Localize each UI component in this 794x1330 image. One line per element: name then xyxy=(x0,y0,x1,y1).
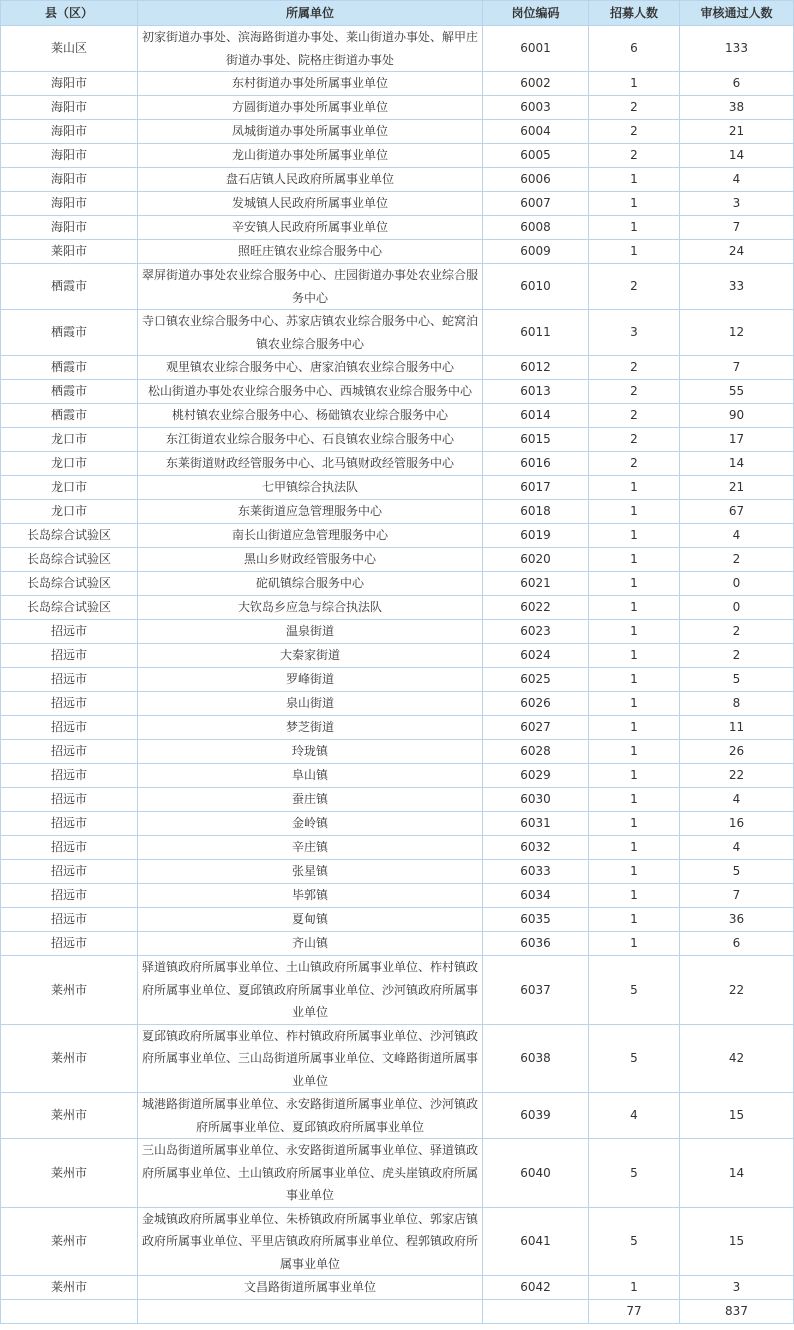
cell-approved-count: 4 xyxy=(680,788,794,812)
cell-post-code: 6009 xyxy=(483,240,589,264)
table-row xyxy=(1,1093,794,1139)
cell-post-code: 6027 xyxy=(483,716,589,740)
cell-unit: 东江街道农业综合服务中心、石良镇农业综合服务中心 xyxy=(138,428,483,452)
table-row xyxy=(1,1024,794,1093)
cell-approved-count: 133 xyxy=(680,26,794,72)
header-unit: 所属单位 xyxy=(138,1,483,26)
totals-row xyxy=(1,1300,794,1324)
cell-recruit-count: 1 xyxy=(589,168,680,192)
cell-county: 龙口市 xyxy=(1,476,138,500)
cell-county: 海阳市 xyxy=(1,192,138,216)
cell-approved-count: 14 xyxy=(680,144,794,168)
cell-post-code: 6011 xyxy=(483,310,589,356)
cell-recruit-count: 5 xyxy=(589,1139,680,1208)
table-row xyxy=(1,310,794,356)
cell-county: 招远市 xyxy=(1,836,138,860)
header-county: 县（区） xyxy=(1,1,138,26)
cell-recruit-count: 1 xyxy=(589,884,680,908)
cell-recruit-count: 2 xyxy=(589,120,680,144)
cell-county: 莱山区 xyxy=(1,26,138,72)
cell-unit: 发城镇人民政府所属事业单位 xyxy=(138,192,483,216)
totals-county xyxy=(1,1300,138,1324)
cell-post-code: 6022 xyxy=(483,596,589,620)
cell-county: 招远市 xyxy=(1,620,138,644)
cell-post-code: 6016 xyxy=(483,452,589,476)
cell-approved-count: 6 xyxy=(680,932,794,956)
cell-post-code: 6013 xyxy=(483,380,589,404)
cell-county: 莱州市 xyxy=(1,956,138,1025)
cell-post-code: 6018 xyxy=(483,500,589,524)
cell-recruit-count: 1 xyxy=(589,216,680,240)
cell-county: 长岛综合试验区 xyxy=(1,572,138,596)
cell-recruit-count: 2 xyxy=(589,380,680,404)
cell-unit: 张星镇 xyxy=(138,860,483,884)
cell-unit: 三山岛街道所属事业单位、永安路街道所属事业单位、驿道镇政府所属事业单位、土山镇政府所属事业单位、虎头崖镇政府所属事业单位 xyxy=(138,1139,483,1208)
cell-approved-count: 16 xyxy=(680,812,794,836)
cell-county: 长岛综合试验区 xyxy=(1,524,138,548)
cell-post-code: 6017 xyxy=(483,476,589,500)
cell-unit: 东村街道办事处所属事业单位 xyxy=(138,72,483,96)
cell-county: 莱州市 xyxy=(1,1024,138,1093)
cell-county: 栖霞市 xyxy=(1,356,138,380)
cell-post-code: 6035 xyxy=(483,908,589,932)
cell-approved-count: 0 xyxy=(680,596,794,620)
cell-recruit-count: 1 xyxy=(589,692,680,716)
cell-unit: 阜山镇 xyxy=(138,764,483,788)
cell-unit: 辛安镇人民政府所属事业单位 xyxy=(138,216,483,240)
table-row xyxy=(1,764,794,788)
cell-post-code: 6002 xyxy=(483,72,589,96)
cell-recruit-count: 2 xyxy=(589,144,680,168)
table-row xyxy=(1,192,794,216)
cell-unit: 罗峰街道 xyxy=(138,668,483,692)
cell-county: 栖霞市 xyxy=(1,380,138,404)
table-row xyxy=(1,500,794,524)
cell-post-code: 6032 xyxy=(483,836,589,860)
table-row xyxy=(1,216,794,240)
cell-post-code: 6030 xyxy=(483,788,589,812)
cell-county: 招远市 xyxy=(1,692,138,716)
cell-post-code: 6040 xyxy=(483,1139,589,1208)
table-row xyxy=(1,860,794,884)
cell-approved-count: 21 xyxy=(680,120,794,144)
table-row xyxy=(1,1207,794,1276)
cell-approved-count: 5 xyxy=(680,668,794,692)
cell-recruit-count: 1 xyxy=(589,644,680,668)
cell-unit: 东莱街道财政经管服务中心、北马镇财政经管服务中心 xyxy=(138,452,483,476)
cell-county: 海阳市 xyxy=(1,72,138,96)
cell-approved-count: 11 xyxy=(680,716,794,740)
cell-county: 招远市 xyxy=(1,812,138,836)
cell-county: 招远市 xyxy=(1,788,138,812)
cell-post-code: 6008 xyxy=(483,216,589,240)
cell-recruit-count: 1 xyxy=(589,860,680,884)
cell-county: 龙口市 xyxy=(1,500,138,524)
cell-recruit-count: 2 xyxy=(589,96,680,120)
header-recruit-count: 招募人数 xyxy=(589,1,680,26)
cell-recruit-count: 1 xyxy=(589,500,680,524)
cell-unit: 毕郭镇 xyxy=(138,884,483,908)
cell-approved-count: 7 xyxy=(680,356,794,380)
cell-post-code: 6028 xyxy=(483,740,589,764)
cell-post-code: 6007 xyxy=(483,192,589,216)
table-row xyxy=(1,812,794,836)
cell-county: 栖霞市 xyxy=(1,404,138,428)
cell-county: 海阳市 xyxy=(1,96,138,120)
cell-recruit-count: 2 xyxy=(589,356,680,380)
cell-approved-count: 15 xyxy=(680,1093,794,1139)
cell-recruit-count: 2 xyxy=(589,452,680,476)
cell-unit: 东莱街道应急管理服务中心 xyxy=(138,500,483,524)
cell-county: 招远市 xyxy=(1,860,138,884)
cell-approved-count: 67 xyxy=(680,500,794,524)
cell-approved-count: 14 xyxy=(680,1139,794,1208)
cell-unit: 金岭镇 xyxy=(138,812,483,836)
table-row xyxy=(1,380,794,404)
cell-recruit-count: 6 xyxy=(589,26,680,72)
cell-county: 栖霞市 xyxy=(1,310,138,356)
cell-post-code: 6024 xyxy=(483,644,589,668)
cell-recruit-count: 4 xyxy=(589,1093,680,1139)
cell-unit: 寺口镇农业综合服务中心、苏家店镇农业综合服务中心、蛇窝泊镇农业综合服务中心 xyxy=(138,310,483,356)
table-row xyxy=(1,524,794,548)
table-row xyxy=(1,404,794,428)
cell-recruit-count: 1 xyxy=(589,192,680,216)
cell-post-code: 6023 xyxy=(483,620,589,644)
cell-county: 莱州市 xyxy=(1,1276,138,1300)
cell-unit: 松山街道办事处农业综合服务中心、西城镇农业综合服务中心 xyxy=(138,380,483,404)
cell-approved-count: 36 xyxy=(680,908,794,932)
cell-approved-count: 4 xyxy=(680,524,794,548)
table-row xyxy=(1,356,794,380)
cell-recruit-count: 1 xyxy=(589,240,680,264)
cell-approved-count: 7 xyxy=(680,216,794,240)
cell-approved-count: 3 xyxy=(680,192,794,216)
table-row xyxy=(1,26,794,72)
table-body xyxy=(1,26,794,1300)
table-row xyxy=(1,264,794,310)
cell-approved-count: 2 xyxy=(680,548,794,572)
cell-unit: 金城镇政府所属事业单位、朱桥镇政府所属事业单位、郭家店镇政府所属事业单位、平里店镇政府所属事业单位、程郭镇政府所属事业单位 xyxy=(138,1207,483,1276)
cell-post-code: 6003 xyxy=(483,96,589,120)
cell-approved-count: 15 xyxy=(680,1207,794,1276)
cell-approved-count: 12 xyxy=(680,310,794,356)
cell-unit: 龙山街道办事处所属事业单位 xyxy=(138,144,483,168)
totals-unit xyxy=(138,1300,483,1324)
cell-recruit-count: 1 xyxy=(589,1276,680,1300)
cell-county: 招远市 xyxy=(1,668,138,692)
totals-approved-count: 837 xyxy=(680,1300,794,1324)
cell-approved-count: 5 xyxy=(680,860,794,884)
table-row xyxy=(1,620,794,644)
cell-unit: 翠屏街道办事处农业综合服务中心、庄园街道办事处农业综合服务中心 xyxy=(138,264,483,310)
cell-unit: 方圆街道办事处所属事业单位 xyxy=(138,96,483,120)
table-row xyxy=(1,884,794,908)
cell-approved-count: 4 xyxy=(680,168,794,192)
cell-county: 栖霞市 xyxy=(1,264,138,310)
cell-post-code: 6005 xyxy=(483,144,589,168)
table-row xyxy=(1,668,794,692)
table-row xyxy=(1,692,794,716)
cell-recruit-count: 1 xyxy=(589,764,680,788)
cell-post-code: 6001 xyxy=(483,26,589,72)
cell-recruit-count: 2 xyxy=(589,404,680,428)
cell-county: 海阳市 xyxy=(1,168,138,192)
cell-unit: 梦芝街道 xyxy=(138,716,483,740)
cell-county: 莱州市 xyxy=(1,1093,138,1139)
cell-recruit-count: 5 xyxy=(589,1207,680,1276)
table-row xyxy=(1,72,794,96)
cell-post-code: 6015 xyxy=(483,428,589,452)
table-row xyxy=(1,240,794,264)
table-row xyxy=(1,476,794,500)
cell-post-code: 6025 xyxy=(483,668,589,692)
cell-approved-count: 8 xyxy=(680,692,794,716)
cell-unit: 城港路街道所属事业单位、永安路街道所属事业单位、沙河镇政府所属事业单位、夏邱镇政府所属事业单位 xyxy=(138,1093,483,1139)
table-row xyxy=(1,144,794,168)
cell-post-code: 6006 xyxy=(483,168,589,192)
cell-county: 莱阳市 xyxy=(1,240,138,264)
cell-unit: 大钦岛乡应急与综合执法队 xyxy=(138,596,483,620)
cell-county: 招远市 xyxy=(1,932,138,956)
cell-post-code: 6020 xyxy=(483,548,589,572)
cell-approved-count: 90 xyxy=(680,404,794,428)
table-row xyxy=(1,932,794,956)
cell-recruit-count: 1 xyxy=(589,932,680,956)
table-row xyxy=(1,428,794,452)
cell-unit: 观里镇农业综合服务中心、唐家泊镇农业综合服务中心 xyxy=(138,356,483,380)
cell-county: 长岛综合试验区 xyxy=(1,548,138,572)
cell-recruit-count: 3 xyxy=(589,310,680,356)
table-row xyxy=(1,120,794,144)
cell-county: 莱州市 xyxy=(1,1207,138,1276)
cell-post-code: 6004 xyxy=(483,120,589,144)
cell-county: 海阳市 xyxy=(1,120,138,144)
cell-approved-count: 6 xyxy=(680,72,794,96)
table-row xyxy=(1,836,794,860)
cell-post-code: 6041 xyxy=(483,1207,589,1276)
cell-recruit-count: 1 xyxy=(589,668,680,692)
cell-recruit-count: 5 xyxy=(589,1024,680,1093)
cell-unit: 黑山乡财政经管服务中心 xyxy=(138,548,483,572)
cell-approved-count: 24 xyxy=(680,240,794,264)
cell-recruit-count: 1 xyxy=(589,740,680,764)
totals-post-code xyxy=(483,1300,589,1324)
cell-approved-count: 14 xyxy=(680,452,794,476)
cell-approved-count: 33 xyxy=(680,264,794,310)
cell-county: 龙口市 xyxy=(1,452,138,476)
cell-approved-count: 38 xyxy=(680,96,794,120)
cell-recruit-count: 5 xyxy=(589,956,680,1025)
cell-approved-count: 21 xyxy=(680,476,794,500)
cell-unit: 初家街道办事处、滨海路街道办事处、莱山街道办事处、解甲庄街道办事处、院格庄街道办事处 xyxy=(138,26,483,72)
totals-recruit-count: 77 xyxy=(589,1300,680,1324)
cell-approved-count: 55 xyxy=(680,380,794,404)
cell-recruit-count: 1 xyxy=(589,908,680,932)
cell-approved-count: 17 xyxy=(680,428,794,452)
cell-county: 招远市 xyxy=(1,716,138,740)
table-row xyxy=(1,788,794,812)
cell-unit: 蚕庄镇 xyxy=(138,788,483,812)
header-post-code: 岗位编码 xyxy=(483,1,589,26)
cell-county: 招远市 xyxy=(1,908,138,932)
cell-approved-count: 4 xyxy=(680,836,794,860)
cell-county: 招远市 xyxy=(1,764,138,788)
cell-county: 招远市 xyxy=(1,644,138,668)
cell-unit: 砣矶镇综合服务中心 xyxy=(138,572,483,596)
cell-approved-count: 0 xyxy=(680,572,794,596)
cell-recruit-count: 1 xyxy=(589,548,680,572)
cell-unit: 盘石店镇人民政府所属事业单位 xyxy=(138,168,483,192)
cell-unit: 桃村镇农业综合服务中心、杨础镇农业综合服务中心 xyxy=(138,404,483,428)
header-row xyxy=(1,1,794,26)
cell-post-code: 6026 xyxy=(483,692,589,716)
cell-post-code: 6038 xyxy=(483,1024,589,1093)
cell-approved-count: 2 xyxy=(680,620,794,644)
cell-county: 招远市 xyxy=(1,740,138,764)
cell-recruit-count: 1 xyxy=(589,716,680,740)
table-row xyxy=(1,716,794,740)
cell-post-code: 6042 xyxy=(483,1276,589,1300)
cell-recruit-count: 2 xyxy=(589,264,680,310)
cell-approved-count: 22 xyxy=(680,764,794,788)
cell-recruit-count: 1 xyxy=(589,572,680,596)
cell-recruit-count: 1 xyxy=(589,620,680,644)
cell-post-code: 6033 xyxy=(483,860,589,884)
cell-recruit-count: 1 xyxy=(589,72,680,96)
cell-unit: 泉山街道 xyxy=(138,692,483,716)
cell-unit: 温泉街道 xyxy=(138,620,483,644)
cell-approved-count: 42 xyxy=(680,1024,794,1093)
cell-post-code: 6021 xyxy=(483,572,589,596)
table-row xyxy=(1,644,794,668)
cell-recruit-count: 1 xyxy=(589,524,680,548)
cell-unit: 玲珑镇 xyxy=(138,740,483,764)
cell-recruit-count: 2 xyxy=(589,428,680,452)
table-row xyxy=(1,168,794,192)
cell-unit: 文昌路街道所属事业单位 xyxy=(138,1276,483,1300)
cell-unit: 照旺庄镇农业综合服务中心 xyxy=(138,240,483,264)
table-row xyxy=(1,548,794,572)
table-row xyxy=(1,908,794,932)
cell-unit: 夏甸镇 xyxy=(138,908,483,932)
cell-county: 莱州市 xyxy=(1,1139,138,1208)
cell-county: 龙口市 xyxy=(1,428,138,452)
cell-approved-count: 7 xyxy=(680,884,794,908)
cell-approved-count: 26 xyxy=(680,740,794,764)
cell-unit: 南长山街道应急管理服务中心 xyxy=(138,524,483,548)
table-row xyxy=(1,572,794,596)
cell-approved-count: 2 xyxy=(680,644,794,668)
cell-post-code: 6010 xyxy=(483,264,589,310)
cell-recruit-count: 1 xyxy=(589,596,680,620)
cell-post-code: 6014 xyxy=(483,404,589,428)
cell-post-code: 6039 xyxy=(483,1093,589,1139)
cell-post-code: 6037 xyxy=(483,956,589,1025)
cell-post-code: 6019 xyxy=(483,524,589,548)
table-row xyxy=(1,740,794,764)
cell-county: 海阳市 xyxy=(1,144,138,168)
cell-unit: 驿道镇政府所属事业单位、土山镇政府所属事业单位、柞村镇政府所属事业单位、夏邱镇政府所属事业单位、沙河镇政府所属事业单位 xyxy=(138,956,483,1025)
table-row xyxy=(1,1276,794,1300)
cell-county: 海阳市 xyxy=(1,216,138,240)
cell-recruit-count: 1 xyxy=(589,476,680,500)
cell-unit: 齐山镇 xyxy=(138,932,483,956)
cell-county: 招远市 xyxy=(1,884,138,908)
header-approved-count: 审核通过人数 xyxy=(680,1,794,26)
cell-approved-count: 3 xyxy=(680,1276,794,1300)
cell-post-code: 6036 xyxy=(483,932,589,956)
cell-unit: 大秦家街道 xyxy=(138,644,483,668)
table-row xyxy=(1,956,794,1025)
cell-post-code: 6012 xyxy=(483,356,589,380)
cell-unit: 辛庄镇 xyxy=(138,836,483,860)
cell-unit: 凤城街道办事处所属事业单位 xyxy=(138,120,483,144)
cell-post-code: 6034 xyxy=(483,884,589,908)
cell-approved-count: 22 xyxy=(680,956,794,1025)
cell-unit: 夏邱镇政府所属事业单位、柞村镇政府所属事业单位、沙河镇政府所属事业单位、三山岛街道所属事业单位、文峰路街道所属事业单位 xyxy=(138,1024,483,1093)
table-row xyxy=(1,96,794,120)
cell-recruit-count: 1 xyxy=(589,812,680,836)
table-row xyxy=(1,1139,794,1208)
cell-recruit-count: 1 xyxy=(589,836,680,860)
cell-unit: 七甲镇综合执法队 xyxy=(138,476,483,500)
cell-post-code: 6029 xyxy=(483,764,589,788)
table-row xyxy=(1,452,794,476)
cell-post-code: 6031 xyxy=(483,812,589,836)
table-row xyxy=(1,596,794,620)
cell-county: 长岛综合试验区 xyxy=(1,596,138,620)
cell-recruit-count: 1 xyxy=(589,788,680,812)
